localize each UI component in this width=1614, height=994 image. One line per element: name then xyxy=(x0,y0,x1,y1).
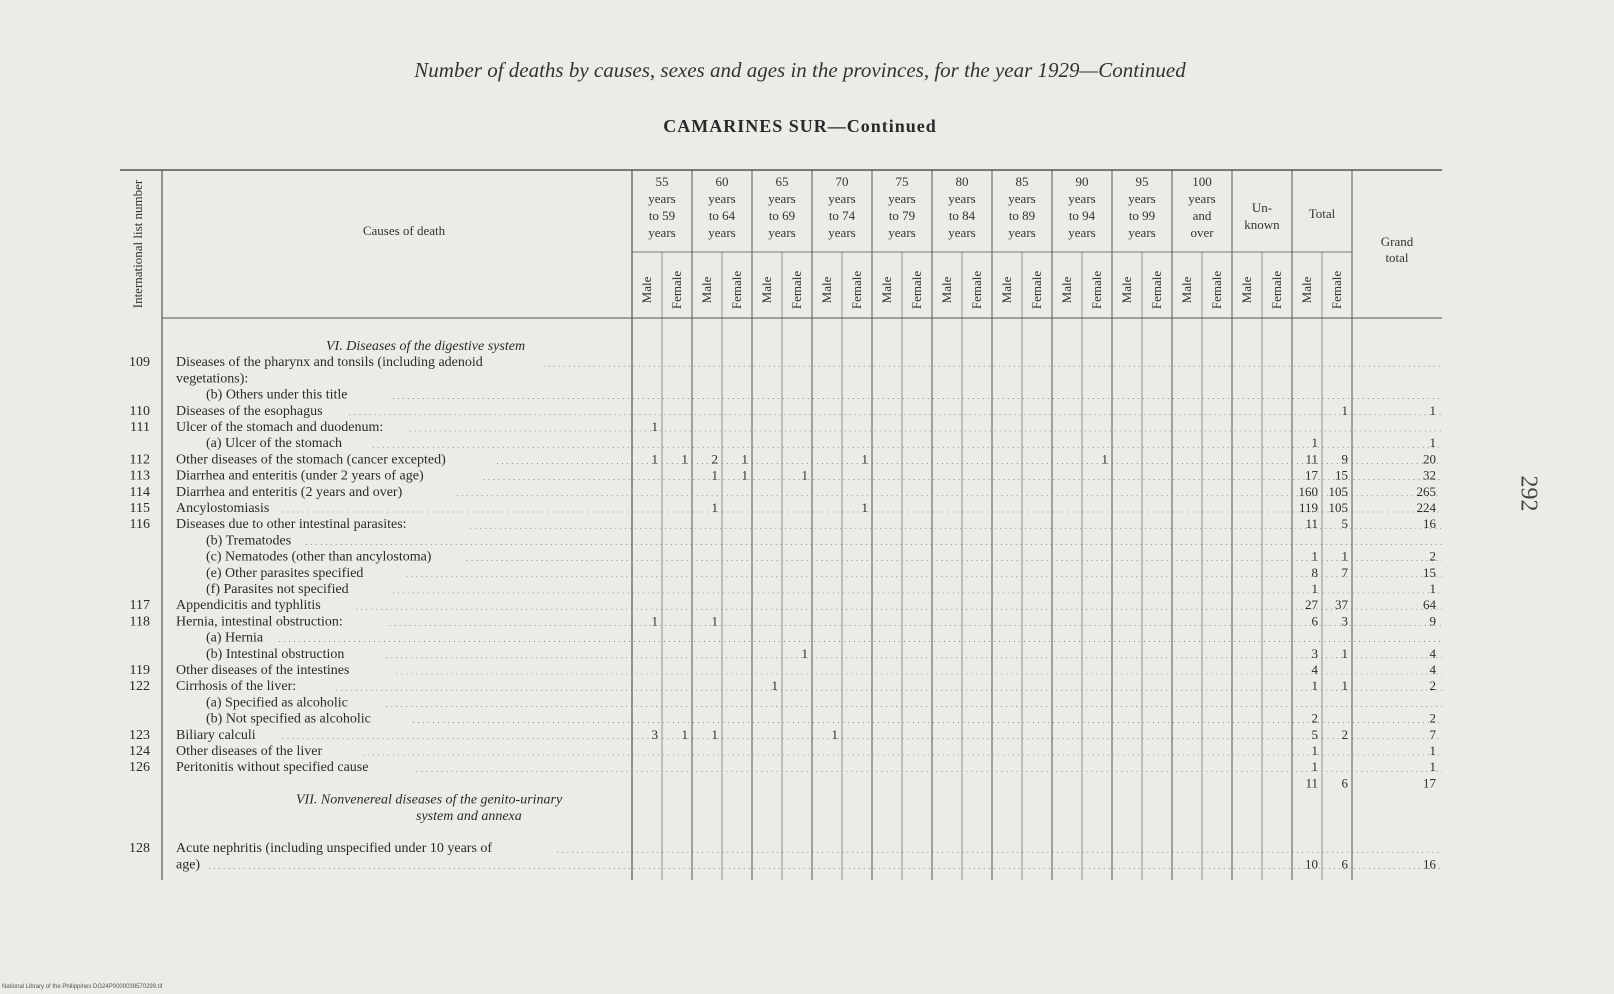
cause-label: (c) Nematodes (other than ancylostoma) xyxy=(206,549,432,565)
grand-total-count: 15 xyxy=(1423,564,1436,580)
age-group-label: known xyxy=(1244,217,1280,232)
cause-label: Acute nephritis (including unspecified under 10 years of xyxy=(176,841,493,857)
male-count: 6 xyxy=(1311,613,1318,629)
age-group-label: years xyxy=(1128,191,1156,206)
age-group-label: years xyxy=(768,225,796,240)
grand-total-count: 9 xyxy=(1429,613,1436,629)
age-group-label: 80 xyxy=(955,174,969,189)
intl-list-number: 118 xyxy=(129,614,150,630)
age-group-label: 85 xyxy=(1015,174,1029,189)
male-header: Male xyxy=(999,276,1014,304)
male-header: Male xyxy=(1059,276,1074,304)
male-header: Male xyxy=(939,276,954,304)
male-count: 10 xyxy=(1305,856,1318,872)
female-header: Female xyxy=(1269,270,1284,310)
male-count: 1 xyxy=(1311,548,1318,564)
grand-total-count: 1 xyxy=(1429,743,1436,758)
male-count: 1 xyxy=(651,419,658,434)
age-group-label: years xyxy=(888,191,916,206)
grand-total-count: 2 xyxy=(1429,548,1436,564)
section-heading: VII. Nonvenereal diseases of the genito-urinary xyxy=(296,792,563,808)
female-count: 7 xyxy=(1341,564,1348,580)
grand-total-count: 7 xyxy=(1429,726,1436,742)
male-count: 1 xyxy=(771,678,778,694)
cause-label: Diseases of the esophagus xyxy=(176,403,323,419)
male-header: Male xyxy=(1239,276,1254,304)
cause-label: Biliary calculi xyxy=(176,727,256,743)
grand-total-count: 32 xyxy=(1423,467,1436,483)
grand-total-count: 2 xyxy=(1429,710,1436,726)
cause-label: Diseases due to other intestinal parasites: xyxy=(176,517,407,533)
grand-total-count: 4 xyxy=(1429,645,1436,661)
intl-list-number: 124 xyxy=(129,744,150,759)
female-count: 15 xyxy=(1335,467,1348,483)
age-group-label: to 84 xyxy=(948,208,976,223)
male-count: 1 xyxy=(711,613,718,629)
female-header: Female xyxy=(1149,270,1164,310)
age-group-label: to 59 xyxy=(648,208,676,223)
male-count: 3 xyxy=(1311,645,1318,661)
male-count: 1 xyxy=(1311,759,1318,775)
intl-list-number: 110 xyxy=(129,403,150,419)
age-group-label: years xyxy=(948,191,976,206)
cause-label: vegetations): xyxy=(176,371,249,387)
cause-label: Other diseases of the liver xyxy=(176,744,323,759)
province-subtitle: CAMARINES SUR—Continued xyxy=(663,116,937,136)
cause-label: Diarrhea and enteritis (2 years and over) xyxy=(176,484,403,500)
cause-label: Ulcer of the stomach and duodenum: xyxy=(176,420,384,435)
grand-total-count: 16 xyxy=(1423,856,1436,872)
cause-label: (a) Specified as alcoholic xyxy=(206,695,348,711)
male-count: 119 xyxy=(1298,500,1318,515)
intl-list-header: International list number xyxy=(130,179,145,309)
age-group-label: 90 xyxy=(1075,174,1089,189)
age-group-label: years xyxy=(1008,191,1036,206)
intl-list-number: 111 xyxy=(130,420,150,435)
female-header: Female xyxy=(1089,270,1104,310)
male-count: 11 xyxy=(1305,516,1318,532)
female-count: 3 xyxy=(1341,613,1348,629)
cause-label: Diarrhea and enteritis (under 2 years of age) xyxy=(176,468,424,484)
age-group-label: 60 xyxy=(715,174,729,189)
female-count: 1 xyxy=(861,500,868,515)
female-count: 37 xyxy=(1335,597,1348,613)
age-group-label: years xyxy=(1008,225,1036,240)
grand-total-count: 1 xyxy=(1429,435,1436,451)
age-group-label: years xyxy=(1068,225,1096,240)
male-count: 1 xyxy=(1311,435,1318,451)
male-count: 1 xyxy=(711,726,718,742)
male-count: 3 xyxy=(651,726,658,742)
female-count: 6 xyxy=(1341,775,1348,791)
cause-label: (f) Parasites not specified xyxy=(206,582,349,597)
grand-total-count: 1 xyxy=(1429,402,1436,418)
female-header: Female xyxy=(1209,270,1224,310)
page-title: Number of deaths by causes, sexes and ages in the provinces, for the year 1929—Continued xyxy=(414,58,1186,82)
cause-label: Hernia, intestinal obstruction: xyxy=(176,614,343,630)
age-group-label: years xyxy=(828,225,856,240)
grand-total-count: 2 xyxy=(1429,678,1436,694)
section-heading: system and annexa xyxy=(416,808,522,824)
grand-total-count: 1 xyxy=(1429,581,1436,596)
cause-label: Other diseases of the intestines xyxy=(176,663,350,678)
male-count: 1 xyxy=(711,500,718,515)
female-count: 2 xyxy=(1341,726,1348,742)
female-count: 1 xyxy=(741,451,748,467)
cause-label: Appendicitis and typhlitis xyxy=(176,598,321,614)
age-group-label: to 89 xyxy=(1008,208,1036,223)
grand-total-count: 16 xyxy=(1423,516,1436,532)
male-header: Male xyxy=(819,276,834,304)
age-group-label: Total xyxy=(1308,206,1336,221)
female-count: 5 xyxy=(1341,516,1348,532)
male-count: 1 xyxy=(1311,743,1318,758)
intl-list-number: 113 xyxy=(129,468,150,484)
age-group-label: years xyxy=(768,191,796,206)
male-header: Male xyxy=(879,276,894,304)
cause-label: (a) Ulcer of the stomach xyxy=(206,436,343,452)
cause-label: (b) Not specified as alcoholic xyxy=(206,711,371,727)
male-count: 11 xyxy=(1305,451,1318,467)
male-count: 1 xyxy=(1311,678,1318,694)
female-header: Female xyxy=(1029,270,1044,310)
female-count: 105 xyxy=(1328,483,1348,499)
male-header: Male xyxy=(1299,276,1314,304)
page-number: 292 xyxy=(1515,475,1542,512)
age-group-label: Un- xyxy=(1251,200,1273,215)
age-group-label: 75 xyxy=(895,174,909,189)
cause-label: Cirrhosis of the liver: xyxy=(176,679,297,695)
male-count: 11 xyxy=(1305,775,1318,791)
age-group-label: years xyxy=(1128,225,1156,240)
age-group-label: over xyxy=(1190,225,1214,240)
cause-label: Diseases of the pharynx and tonsils (including adenoid xyxy=(176,355,483,371)
grand-total-count: 265 xyxy=(1416,483,1436,499)
male-count: 2 xyxy=(711,451,718,467)
intl-list-number: 117 xyxy=(129,598,150,614)
male-count: 5 xyxy=(1311,726,1318,742)
male-count: 4 xyxy=(1311,662,1318,677)
female-count: 1 xyxy=(1341,548,1348,564)
female-header: Female xyxy=(849,270,864,310)
intl-list-number: 119 xyxy=(129,663,150,678)
age-group-label: years xyxy=(708,191,736,206)
grand-total-count: 4 xyxy=(1429,662,1436,677)
intl-list-number: 123 xyxy=(129,727,150,743)
female-count: 1 xyxy=(741,467,748,483)
footer-credit: National Library of the Philippines DG24P0000039570299.tif xyxy=(2,984,163,990)
female-count: 6 xyxy=(1341,856,1348,872)
cause-label: age) xyxy=(176,857,201,873)
cause-label: (a) Hernia xyxy=(206,630,264,646)
grand-total-header: Grand xyxy=(1380,234,1414,249)
female-header: Female xyxy=(669,270,684,310)
age-group-label: to 79 xyxy=(888,208,916,223)
age-group-label: to 99 xyxy=(1128,208,1156,223)
intl-list-number: 128 xyxy=(129,841,150,857)
age-group-label: to 94 xyxy=(1068,208,1096,223)
age-group-label: to 64 xyxy=(708,208,736,223)
female-count: 105 xyxy=(1328,500,1348,515)
age-group-label: 70 xyxy=(835,174,849,189)
age-group-label: and xyxy=(1192,208,1212,223)
male-header: Male xyxy=(699,276,714,304)
age-group-label: 65 xyxy=(775,174,789,189)
cause-label: (e) Other parasites specified xyxy=(206,565,364,581)
age-group-label: 95 xyxy=(1135,174,1149,189)
male-count: 8 xyxy=(1311,564,1318,580)
age-group-label: years xyxy=(648,225,676,240)
grand-total-header: total xyxy=(1385,250,1409,265)
intl-list-number: 126 xyxy=(129,760,150,776)
female-header: Female xyxy=(1329,270,1344,310)
female-count: 1 xyxy=(1101,451,1108,467)
female-count: 1 xyxy=(801,645,808,661)
intl-list-number: 114 xyxy=(129,484,150,500)
intl-list-number: 109 xyxy=(129,355,150,371)
male-count: 1 xyxy=(711,467,718,483)
female-count: 1 xyxy=(1341,678,1348,694)
female-header: Female xyxy=(789,270,804,310)
female-count: 9 xyxy=(1341,451,1348,467)
grand-total-count: 1 xyxy=(1429,759,1436,775)
cause-label: Peritonitis without specified cause xyxy=(176,760,369,776)
age-group-label: years xyxy=(1188,191,1216,206)
male-header: Male xyxy=(1119,276,1134,304)
female-count: 1 xyxy=(1341,645,1348,661)
male-count: 1 xyxy=(831,726,838,742)
age-group-label: 100 xyxy=(1192,174,1212,189)
intl-list-number: 122 xyxy=(129,679,150,695)
cause-label: (b) Intestinal obstruction xyxy=(206,646,345,662)
grand-total-count: 17 xyxy=(1423,775,1436,791)
female-count: 1 xyxy=(681,451,688,467)
grand-total-count: 224 xyxy=(1416,500,1436,515)
intl-list-number: 116 xyxy=(129,517,150,533)
female-header: Female xyxy=(909,270,924,310)
male-count: 2 xyxy=(1311,710,1318,726)
age-group-label: years xyxy=(828,191,856,206)
intl-list-number: 115 xyxy=(129,501,150,516)
male-count: 1 xyxy=(1311,581,1318,596)
female-count: 1 xyxy=(861,451,868,467)
cause-label: Other diseases of the stomach (cancer excepted) xyxy=(176,452,446,468)
male-count: 1 xyxy=(651,451,658,467)
section-heading: VI. Diseases of the digestive system xyxy=(326,339,526,354)
grand-total-count: 64 xyxy=(1423,597,1436,613)
grand-total-count: 20 xyxy=(1423,451,1436,467)
male-count: 17 xyxy=(1305,467,1318,483)
male-header: Male xyxy=(639,276,654,304)
cause-label: (b) Others under this title xyxy=(206,387,348,403)
age-group-label: to 74 xyxy=(828,208,856,223)
age-group-label: years xyxy=(1068,191,1096,206)
male-header: Male xyxy=(759,276,774,304)
age-group-label: years xyxy=(888,225,916,240)
age-group-label: years xyxy=(708,225,736,240)
cause-label: Ancylostomiasis xyxy=(176,501,270,516)
intl-list-number: 112 xyxy=(129,452,150,468)
age-group-label: 55 xyxy=(655,174,669,189)
age-group-label: years xyxy=(648,191,676,206)
male-count: 160 xyxy=(1298,483,1318,499)
cause-label: (b) Trematodes xyxy=(206,533,292,549)
age-group-label: years xyxy=(948,225,976,240)
female-count: 1 xyxy=(1341,402,1348,418)
female-count: 1 xyxy=(801,467,808,483)
male-count: 27 xyxy=(1305,597,1318,613)
female-header: Female xyxy=(729,270,744,310)
female-header: Female xyxy=(969,270,984,310)
age-group-label: to 69 xyxy=(768,208,796,223)
female-count: 1 xyxy=(681,726,688,742)
causes-header: Causes of death xyxy=(362,223,446,238)
male-count: 1 xyxy=(651,613,658,629)
male-header: Male xyxy=(1179,276,1194,304)
